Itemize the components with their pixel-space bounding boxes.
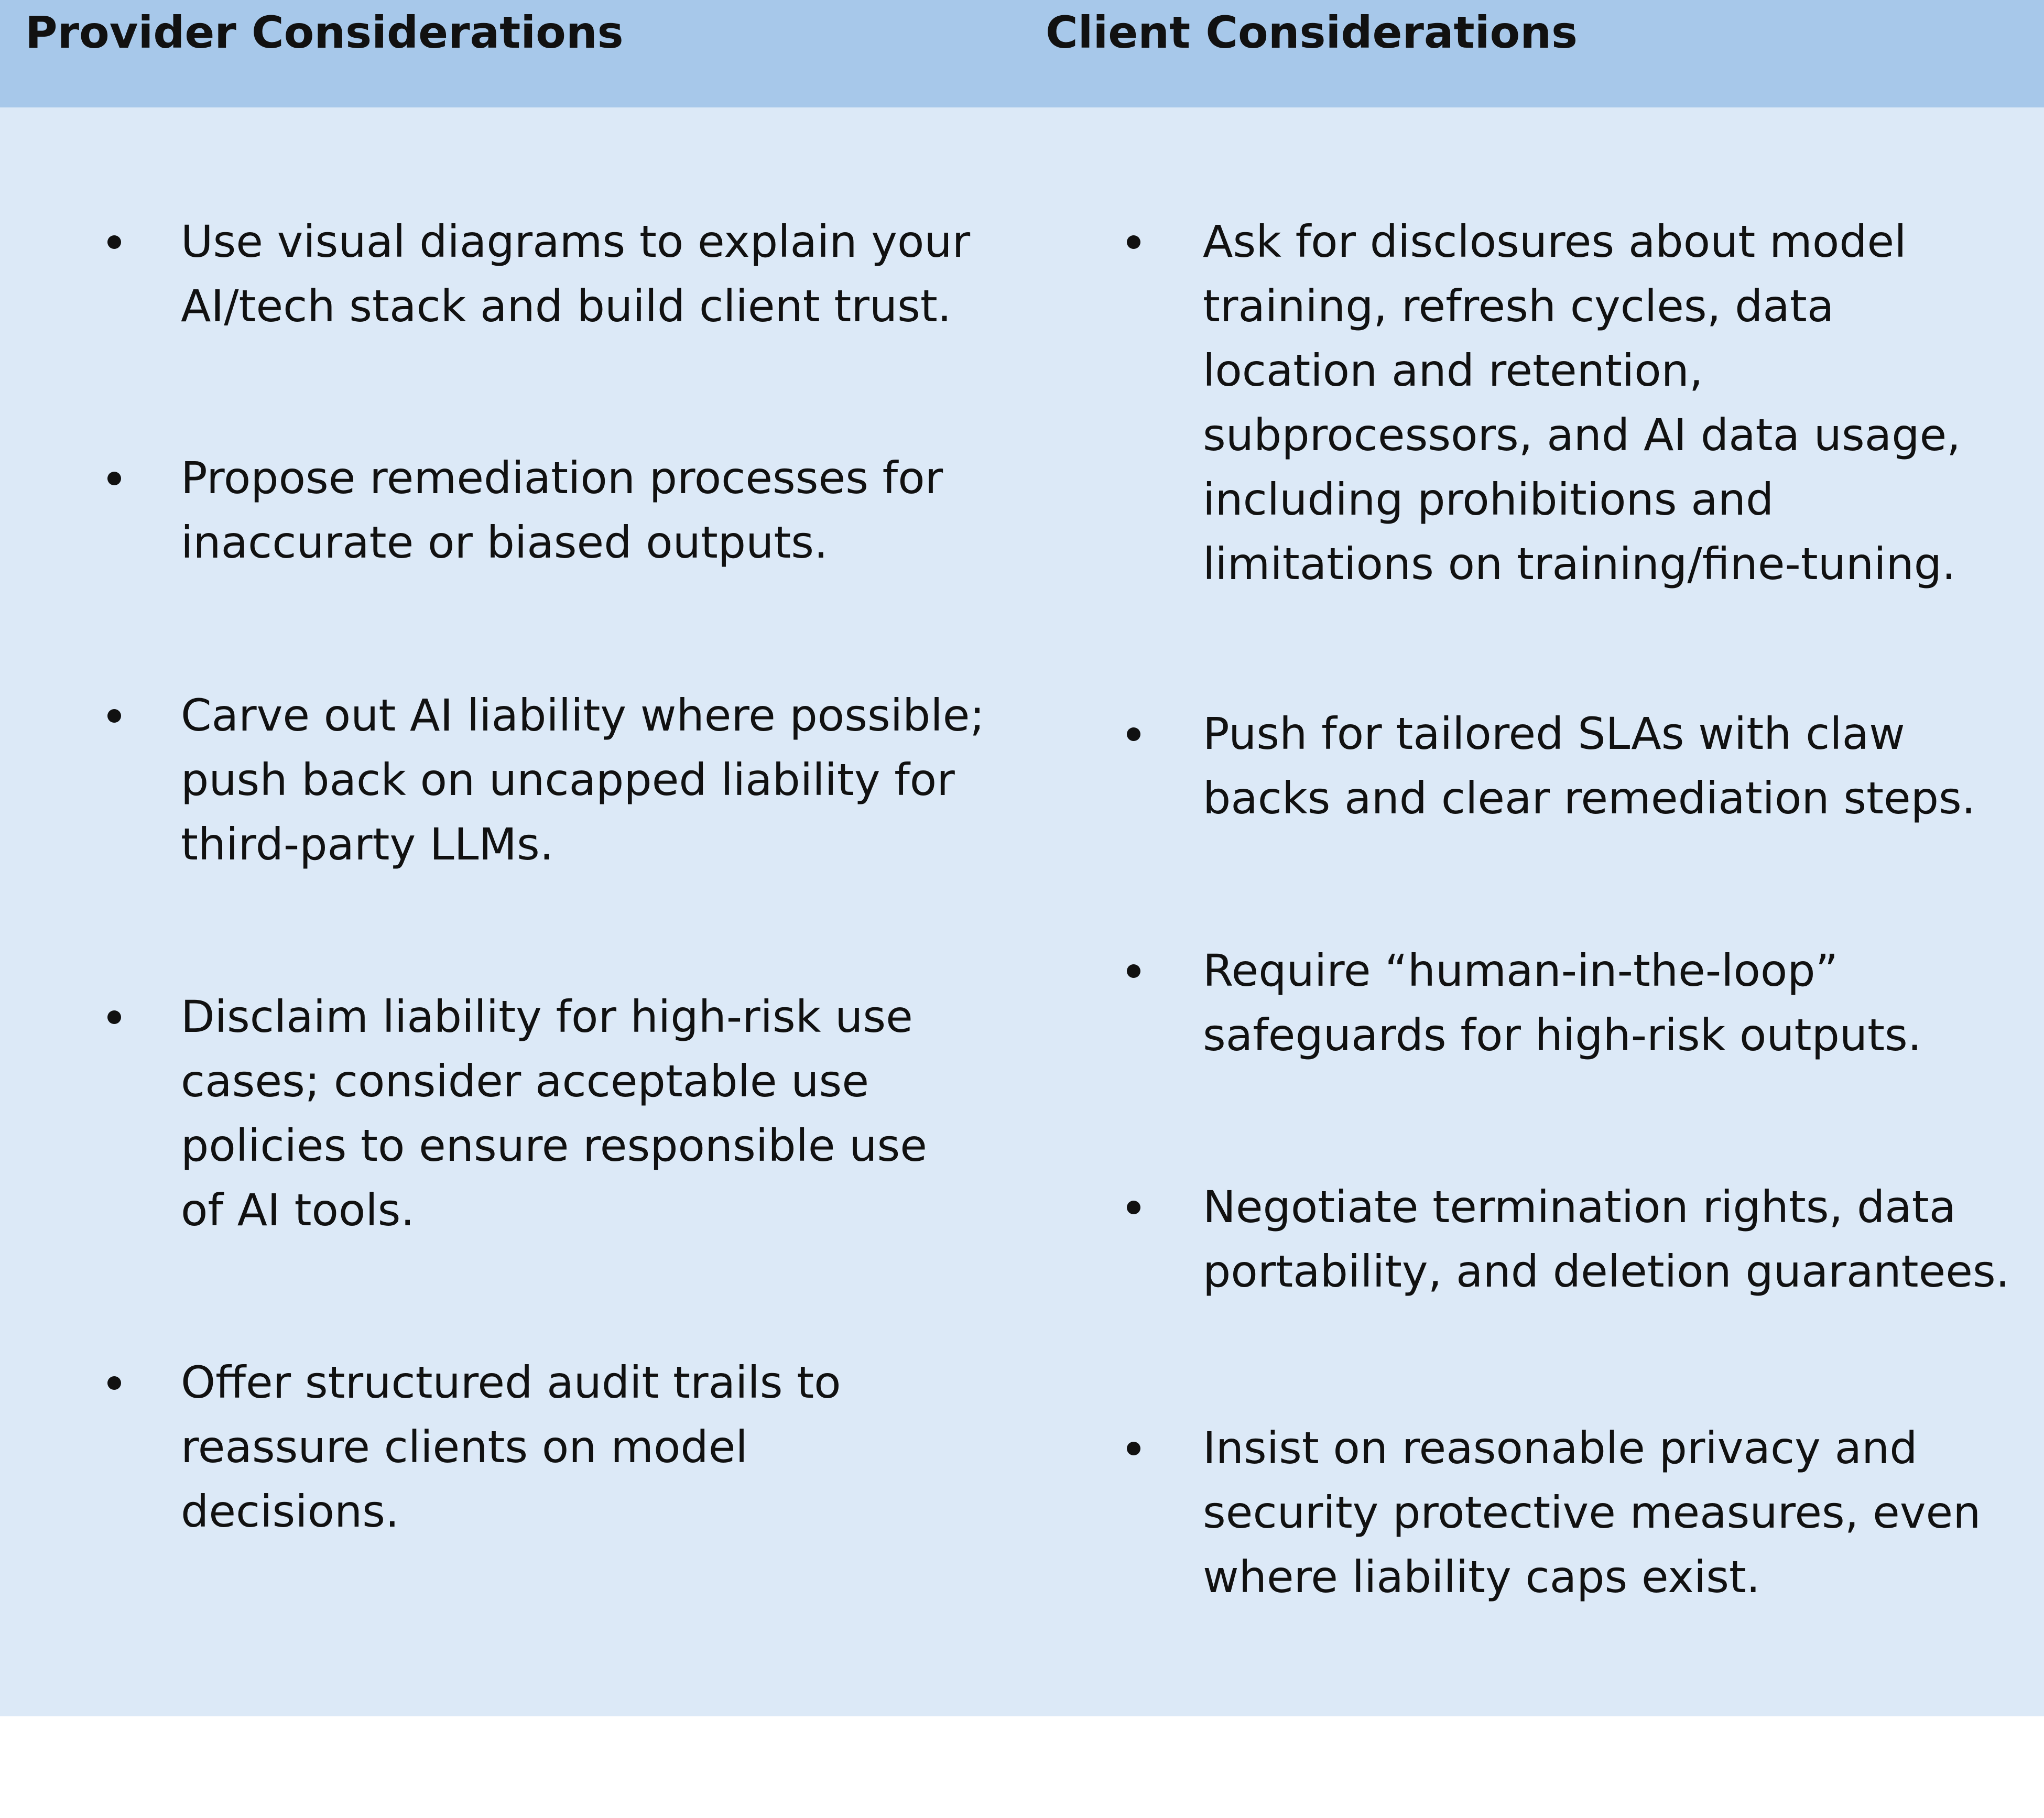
line: third-party LLMs. — [181, 819, 554, 870]
line: AI/tech stack and build client trust. — [181, 280, 952, 332]
line: where liability caps exist. — [1203, 1551, 1760, 1603]
line: policies to ensure responsible use — [181, 1120, 927, 1171]
line: push back on uncapped liability for — [181, 754, 955, 805]
provider-item-1 — [181, 210, 970, 339]
line: reassure clients on model — [181, 1421, 748, 1473]
bullet-icon — [1127, 1201, 1140, 1214]
client-considerations-header: Client Considerations — [1046, 7, 1578, 58]
provider-item-3 — [181, 683, 985, 877]
client-item-5 — [1203, 1416, 1981, 1609]
line: security protective measures, even — [1203, 1487, 1981, 1538]
provider-item-5 — [181, 1351, 841, 1544]
provider-item-2 — [181, 446, 943, 575]
line: including prohibitions and — [1203, 474, 1774, 525]
line: Insist on reasonable privacy and — [1203, 1422, 1918, 1474]
line: inaccurate or biased outputs. — [181, 517, 828, 568]
line: Require “human-in-the-loop” — [1203, 945, 1839, 996]
client-item-2 — [1203, 702, 1976, 831]
bullet-icon — [107, 235, 121, 249]
line: of AI tools. — [181, 1184, 415, 1236]
client-item-1 — [1203, 210, 1961, 596]
line: Offer structured audit trails to — [181, 1357, 841, 1408]
line: location and retention, — [1203, 345, 1703, 396]
bullet-icon — [1127, 727, 1140, 741]
client-item-4 — [1203, 1175, 2009, 1304]
bullet-icon — [107, 709, 121, 723]
line: limitations on training/fine-tuning. — [1203, 538, 1956, 590]
line: decisions. — [181, 1486, 399, 1537]
line: cases; consider acceptable use — [181, 1055, 869, 1107]
line: Disclaim liability for high-risk use — [181, 991, 913, 1042]
line: Negotiate termination rights, data — [1203, 1181, 1956, 1233]
line: training, refresh cycles, data — [1203, 280, 1834, 332]
bullet-icon — [1127, 1442, 1140, 1455]
bullet-icon — [107, 1376, 121, 1390]
line: Carve out AI liability where possible; — [181, 690, 985, 741]
bullet-icon — [1127, 964, 1140, 978]
bullet-icon — [107, 1010, 121, 1024]
line: Ask for disclosures about model — [1203, 216, 1907, 267]
bullet-icon — [1127, 235, 1140, 249]
line: portability, and deletion guarantees. — [1203, 1246, 2010, 1297]
table-header-row — [0, 0, 2044, 107]
line: backs and clear remediation steps. — [1203, 772, 1976, 824]
bullet-icon — [107, 472, 121, 485]
line: Push for tailored SLAs with claw — [1203, 708, 1905, 759]
line: Propose remediation processes for — [181, 452, 943, 504]
line: subprocessors, and AI data usage, — [1203, 409, 1961, 461]
line: safeguards for high-risk outputs. — [1203, 1009, 1922, 1061]
provider-item-4 — [181, 985, 927, 1243]
client-item-3 — [1203, 939, 1922, 1068]
line: Use visual diagrams to explain your — [181, 216, 971, 267]
provider-considerations-header: Provider Considerations — [25, 7, 624, 58]
